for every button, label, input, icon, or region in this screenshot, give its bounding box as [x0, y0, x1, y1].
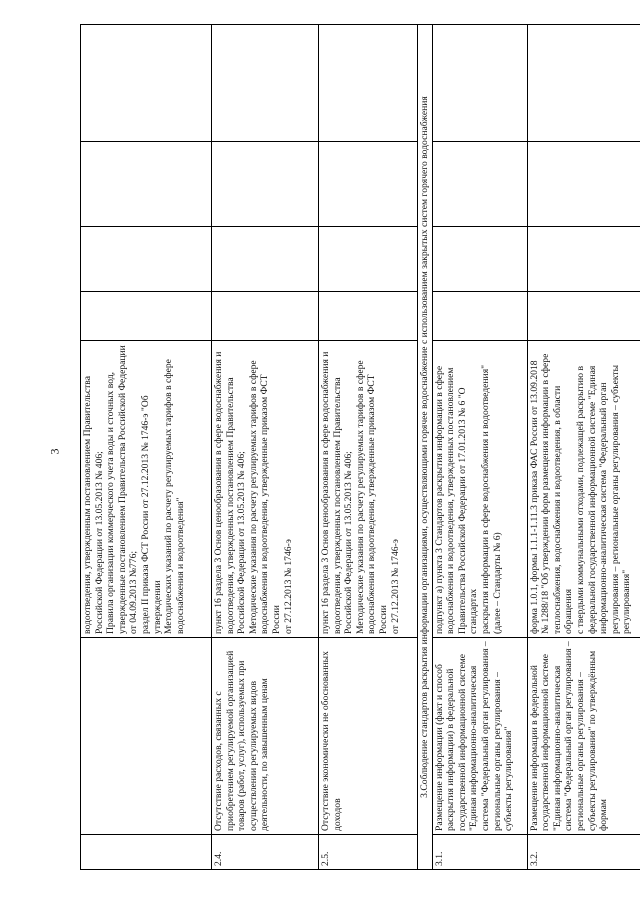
empty-cell [527, 292, 640, 341]
empty-cell [527, 142, 640, 227]
act-line: водоснабжения и водоотведения" [174, 497, 186, 634]
row-number: 2.5. [319, 835, 418, 870]
empty-cell [81, 25, 212, 142]
act-line: (далее – Стандарты № 6) [491, 532, 503, 634]
act-line: Методические указания по расчету регулируемых тарифов в сфере [354, 360, 366, 634]
rotated-table-area [80, 30, 640, 870]
legal-act-cell [527, 341, 640, 638]
act-line: от 27.12.2013 № 1746-э [282, 539, 294, 634]
act-line: водоотведения, утвержденных постановлением Правительства [331, 377, 343, 634]
act-line: федеральной государственной информационной системе "Единая [586, 365, 598, 634]
requirement-cell: Отсутствие экономически не обоснованных доходов [319, 638, 418, 835]
row-number: 3.1. [432, 835, 527, 870]
row-number [81, 835, 212, 870]
act-line: от 04.09.2013 №776; [128, 550, 140, 634]
table-row [527, 25, 640, 870]
empty-cell [319, 292, 418, 341]
act-line: Правительства Российской Федерации от 17.01.2013 № 6 "О стандартах [456, 387, 480, 634]
act-line: регулирования" [621, 569, 633, 634]
empty-cell [319, 142, 418, 227]
empty-cell [319, 227, 418, 292]
act-line: регулирования – региональные органы регулирования – субъекты [609, 364, 621, 634]
act-line: Российской Федерации от 13.05.2013 № 406; [236, 451, 248, 634]
section-row [418, 25, 433, 870]
act-line: теплоснабжения, водоснабжения и водоотведения, в области обращения [551, 385, 575, 634]
table-row [432, 25, 527, 870]
empty-cell [432, 292, 527, 341]
act-line: водоотведения, утвержденных постановлением Правительства [224, 377, 236, 634]
act-line: № 1288/18 "Об утверждении форм размещения информации в сфере [540, 353, 552, 634]
table-row [212, 25, 319, 870]
legal-act-cell [319, 341, 418, 638]
act-line: форма 1.0.1, формы 1.1.1-1.11.3 приказа ФАС России от 13.09.2018 [528, 360, 540, 634]
act-line: водоотведения, утвержденным постановлением Правительства [82, 376, 93, 634]
table-sheet [80, 30, 640, 870]
empty-cell [81, 227, 212, 292]
act-line: утвержденные постановлением Правительства Российской Федерации [116, 345, 128, 634]
section-title: 3.Соблюдение стандартов раскрытия информации организациями, осуществляющими горячее водоснабжение с использованием закрытых систем горячего водоснабжения [418, 25, 433, 870]
act-line: Методических указаний по расчету регулируемых тарифов в сфере [163, 359, 175, 634]
empty-cell [432, 142, 527, 227]
requirement-cell: Отсутствие расходов, связанных с приобретением регулируемой организацией товаров (работ, услуг), используемых при осуществлении регулируемых видов деятельности, по завышенным ценам [212, 638, 319, 835]
empty-cell [527, 227, 640, 292]
act-line: Российской Федерации от 13.05.2013 № 406; [93, 451, 105, 634]
act-line: раскрытия информации в сфере водоснабжения и водоотведения" [479, 364, 491, 634]
empty-cell [432, 227, 527, 292]
empty-cell [212, 142, 319, 227]
row-number: 2.4. [212, 835, 319, 870]
empty-cell [527, 25, 640, 142]
act-line: раздел II приказа ФСТ России от 27.12.2013 № 1746-э "Об утверждении [139, 395, 163, 634]
act-line: Правила организации коммерческого учета воды и сточных вод, [105, 371, 117, 634]
act-line: водоснабжения и водоотведения, утвержденные приказом ФСТ России [259, 374, 282, 634]
empty-cell [212, 292, 319, 341]
act-line: пункт 16 раздела 3 Основ ценообразования в сфере водоснабжения и [320, 351, 331, 634]
empty-cell [81, 142, 212, 227]
act-line: от 27.12.2013 № 1746-э [389, 539, 401, 634]
act-line: водоснабжения и водоотведения, утвержденные приказом ФСТ России [366, 374, 389, 634]
empty-cell [432, 25, 527, 142]
act-line: информационно-аналитическая система "Федеральный орган [598, 382, 610, 634]
requirement-cell: Размещение информации (факт и способ раскрытия информации) в федеральной государственной информационной системе "Единая информационно-аналитическая система "Федеральный орган регулирования – региональные органы регулирования – субъекты регулирования" [432, 638, 527, 835]
page-number: 3 [47, 448, 62, 455]
act-line: водоснабжения и водоотведения, утвержденных постановлением [445, 367, 457, 634]
empty-cell [212, 227, 319, 292]
legal-act-cell [81, 341, 212, 638]
requirements-table [80, 24, 640, 870]
row-number: 3.2. [527, 835, 640, 870]
act-line: пункт 16 раздела 3 Основ ценообразования в сфере водоснабжения и [213, 351, 224, 634]
empty-cell [81, 292, 212, 341]
requirement-cell [81, 638, 212, 835]
table-row [319, 25, 418, 870]
act-line: Методические указания по расчету регулируемых тарифов в сфере [247, 360, 259, 634]
empty-cell [319, 25, 418, 142]
act-line: с твердыми коммунальными отходами, подлежащей раскрытию в [574, 366, 586, 634]
table-row [81, 25, 212, 870]
act-line: подпункт а) пункта 3 Стандартов раскрытия информации в сфере [433, 365, 445, 634]
legal-act-cell [432, 341, 527, 638]
requirement-cell: Размещение информации в федеральной государственной информационной системе "Единая информационно-аналитическая система "Федеральный орган регулирования – региональные органы регулирования – субъекты регулирования" по утверждённым формам [527, 638, 640, 835]
act-line: Российской Федерации от 13.05.2013 № 406; [343, 451, 355, 634]
legal-act-cell [212, 341, 319, 638]
empty-cell [212, 25, 319, 142]
